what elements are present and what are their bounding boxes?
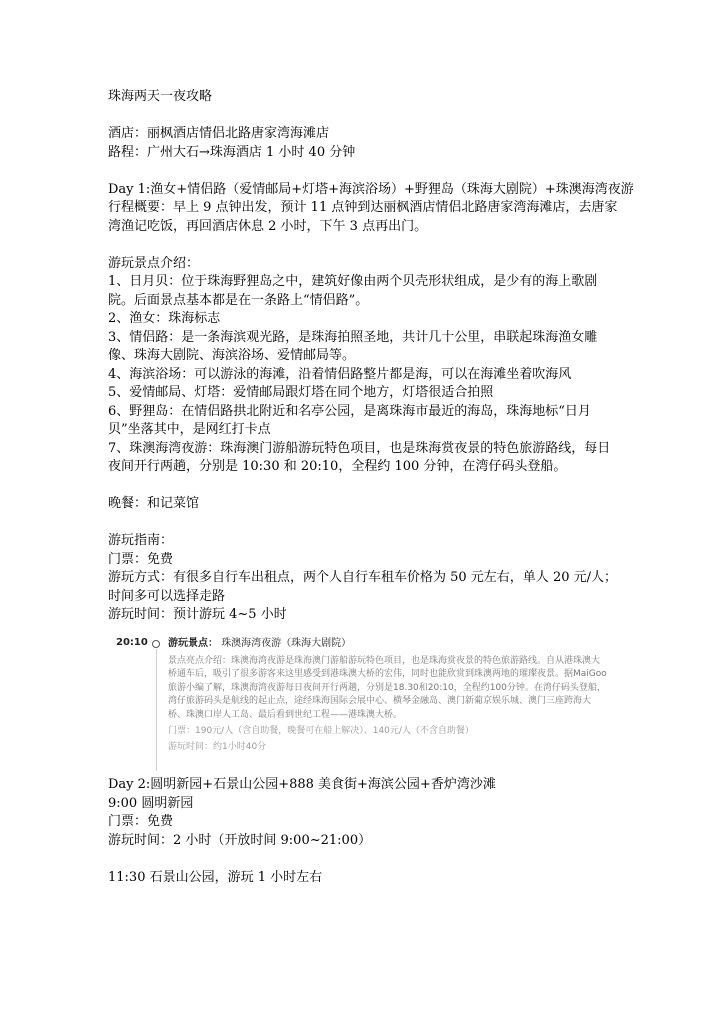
spot-item: 5、爱情邮局、灯塔：爱情邮局跟灯塔在同个地方，灯塔很适合拍照 (108, 385, 494, 400)
timeline-dot-icon (152, 640, 160, 648)
card-time: 20:10 (116, 636, 148, 648)
guide-heading: 游玩指南： (108, 533, 174, 548)
day2-duration: 游玩时间：2 小时（开放时间 9:00~21:00） (108, 832, 372, 848)
card-time-info: 游玩时间：约1小时40分 (168, 742, 267, 752)
hotel-line: 酒店：丽枫酒店情侣北路唐家湾海滩店 (108, 126, 330, 141)
dinner-line: 晚餐：和记菜馆 (108, 496, 200, 511)
spot-item: 7、珠澳海湾夜游：珠海澳门游船游玩特色项目，也是珠海赏夜景的特色旅游路线，每日夜间开行两趟，分别是 10:30 和 20:10，全程约 100 分钟，在湾仔码头登船。 (108, 440, 611, 474)
card-spot-name: 珠澳海湾夜游（珠海大剧院） (221, 637, 352, 649)
spot-item: 6、野狸岛：在情侣路拱北附近和名亭公园，是离珠海市最近的海岛，珠海地标“日月贝”坐落其中，是网红打卡点 (108, 403, 591, 437)
spots-heading: 游玩景点介绍： (108, 255, 200, 271)
timeline-rail (156, 649, 157, 771)
day2-ticket: 门票：免费 (108, 814, 174, 829)
card-description: 景点亮点介绍：珠澳海湾夜游是珠海澳门游船游玩特色项目，也是珠海赏夜景的特色旅游路线。自从港珠澳大桥通车后，吸引了很多游客来这里感受到港珠澳大桥的宏伟，同时也能欣赏到珠澳两地的璀璨夜景。据MaiGoo旅游小编了解，珠澳海湾夜游每日夜间开行两趟，分别是18.30和20:10，全程约100分钟。在湾仔码头登船，湾仔旅游码头是航线的起止点，途经珠海国际会展中心、横琴金融岛、澳门新葡京娱乐城、澳门三座跨海大桥、珠澳口岸人工岛、最后看到世纪工程——港珠澳大桥。 (168, 655, 607, 720)
spot-item: 4、海滨浴场：可以游泳的海滩，沿着情侣路整片都是海，可以在海滩坐着吹海风 (108, 366, 572, 382)
route-line: 路程：广州大石→珠海酒店 1 小时 40 分钟 (108, 144, 356, 160)
day2-time-1: 9:00 圆明新园 (108, 795, 194, 811)
card-price: 门票：190元/人（含自助餐，晚餐可在船上解决）、140元/人（不含自助餐） (168, 726, 474, 736)
method-line: 游玩方式：有很多自行车出租点，两个人自行车租车价格为 50 元左右，单人 20 元/人；时间多可以选择走路 (108, 570, 617, 604)
spot-item: 1、日月贝：位于珠海野狸岛之中，建筑好像由两个贝壳形状组成，是少有的海上歌剧院。后面景点基本都是在一条路上“情侣路”。 (108, 274, 598, 308)
spot-item: 3、情侣路：是一条海滨观光路，是珠海拍照圣地，共计几十公里，串联起珠海渔女雕像、珠海大剧院、海滨浴场、爱情邮局等。 (108, 329, 598, 363)
day1-overview: 行程概要：早上 9 点钟出发，预计 11 点钟到达丽枫酒店情侣北路唐家湾海滩店，去唐家湾渔记吃饭，再回酒店休息 2 小时，下午 3 点再出门。 (108, 200, 618, 234)
day1-heading: Day 1:渔女+情侣路（爱情邮局+灯塔+海滨浴场）+野狸岛（珠海大剧院）+珠澳海湾夜游 (108, 181, 634, 197)
doc-title: 珠海两天一夜攻略 (108, 89, 213, 104)
itinerary-card-screenshot (116, 637, 616, 755)
duration-line: 游玩时间：预计游玩 4~5 小时 (108, 607, 287, 622)
card-title (168, 637, 616, 651)
ticket-line: 门票：免费 (108, 551, 174, 567)
day2-time-2: 11:30 石景山公园，游玩 1 小时左右 (108, 869, 323, 885)
day2-heading: Day 2:圆明新园+石景山公园+888 美食街+海滨公园+香炉湾沙滩 (108, 777, 496, 792)
spot-item: 2、渔女：珠海标志 (108, 311, 221, 326)
document-page (108, 88, 634, 887)
card-label: 游玩景点： (168, 637, 218, 649)
